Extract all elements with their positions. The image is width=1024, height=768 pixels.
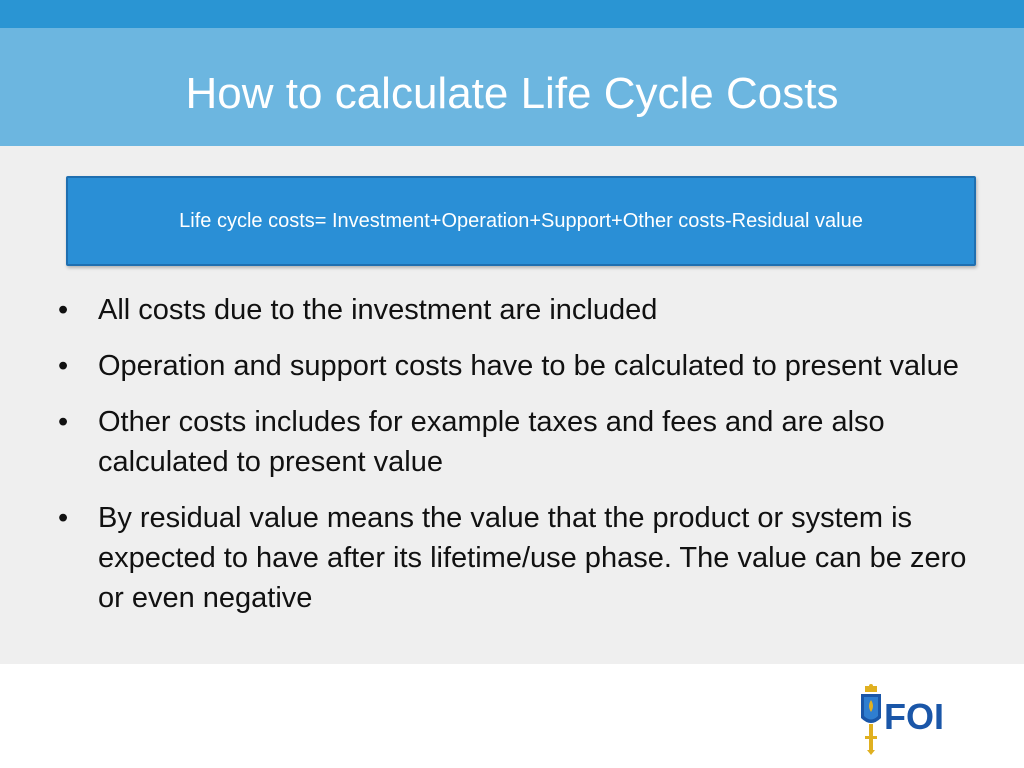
bullet-dot: • bbox=[58, 502, 69, 534]
logo-text: FOI bbox=[884, 696, 944, 737]
foi-logo bbox=[858, 684, 962, 756]
bullet-dot: • bbox=[58, 350, 69, 382]
bullet-item bbox=[56, 402, 976, 482]
title-band bbox=[0, 28, 1024, 146]
header-top-strip bbox=[0, 0, 1024, 28]
bullet-list bbox=[56, 290, 976, 634]
bullet-item bbox=[56, 498, 976, 618]
bullet-text: All costs due to the investment are included bbox=[98, 294, 658, 326]
formula-box bbox=[66, 176, 976, 266]
bullet-dot: • bbox=[58, 294, 69, 326]
slide-title: How to calculate Life Cycle Costs bbox=[185, 69, 839, 118]
formula-text: Life cycle costs= Investment+Operation+Support+Other costs-Residual value bbox=[179, 209, 863, 232]
bullet-text: By residual value means the value that the product or system is expected to have after its lifetime/use phase. The value can be zero or even negative bbox=[98, 502, 967, 614]
bullet-item bbox=[56, 346, 976, 386]
crown-torch-emblem-icon bbox=[858, 684, 884, 756]
bullet-dot: • bbox=[58, 406, 69, 438]
bullet-text: Operation and support costs have to be calculated to present value bbox=[98, 350, 959, 382]
bullet-item bbox=[56, 290, 976, 330]
bullet-text: Other costs includes for example taxes and fees and are also calculated to present value bbox=[98, 406, 885, 478]
